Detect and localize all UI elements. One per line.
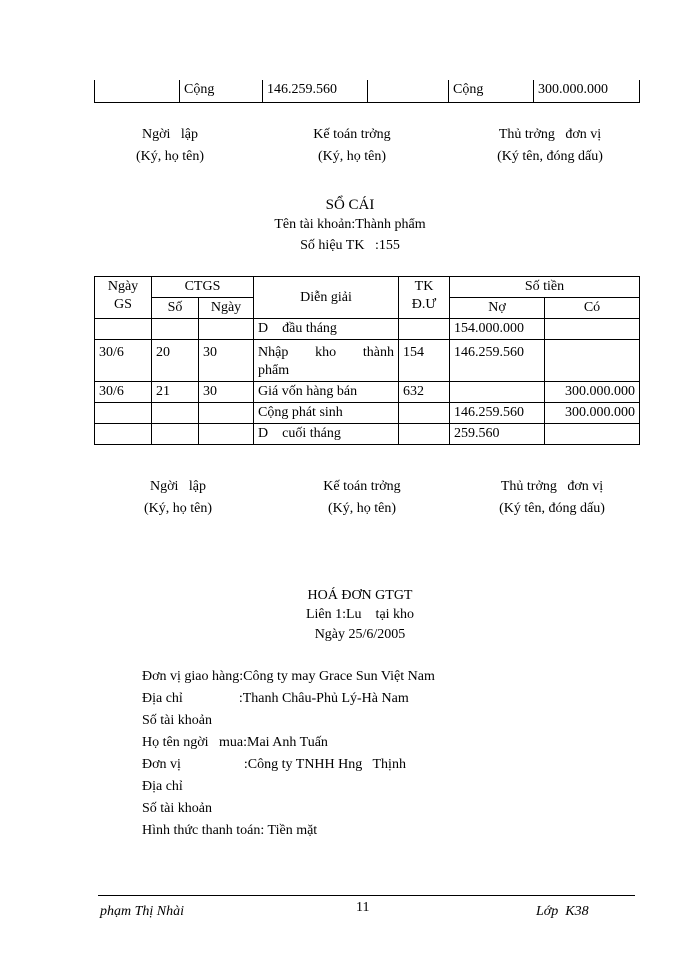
signature-note: (Ký, họ tên)	[327, 501, 397, 516]
table-row	[95, 340, 640, 382]
invoice-title: HOÁ ĐƠN GTGT	[307, 588, 413, 603]
cell-desc: Nhập kho thành phẩm	[254, 340, 399, 382]
header-ngay-gs	[95, 277, 152, 319]
table-header-row	[95, 277, 640, 298]
cell-co	[545, 340, 640, 382]
header-text: Ngày	[107, 279, 139, 294]
signature-note: (Ký tên, đóng dấu)	[497, 149, 603, 164]
header-ctgs: CTGS	[152, 277, 254, 298]
cell-ngay	[199, 403, 254, 424]
cell-ngay	[199, 319, 254, 340]
table-row	[95, 319, 640, 340]
cell-tk: 632	[399, 382, 450, 403]
cell-tk: 154	[399, 340, 450, 382]
cell-so: 20	[152, 340, 199, 382]
cell-so: 21	[152, 382, 199, 403]
table-row	[95, 382, 640, 403]
cell-no: 154.000.000	[450, 319, 545, 340]
cell-no	[450, 382, 545, 403]
table-row	[95, 80, 640, 102]
table-row	[95, 424, 640, 445]
cell-so	[152, 424, 199, 445]
cell-desc: Giá vốn hàng bán	[254, 382, 399, 403]
signature-note: (Ký, họ tên)	[143, 501, 213, 516]
table-cell	[368, 80, 449, 102]
signature-director	[472, 476, 632, 520]
header-so: Số	[152, 298, 199, 319]
header-ngay: Ngày	[199, 298, 254, 319]
header-text: Đ.Ư	[411, 297, 437, 312]
footer-class: Lớp K38	[536, 904, 589, 919]
cell-no: 146.259.560	[450, 340, 545, 382]
invoice-field: Số tài khoản	[142, 801, 212, 816]
cell-co	[545, 424, 640, 445]
signature-role: Kế toán trởng	[313, 127, 391, 142]
cell-gs	[95, 403, 152, 424]
cell-no: 259.560	[450, 424, 545, 445]
footer-divider	[98, 895, 635, 896]
ledger-account-name: Tên tài khoản:Thành phẩm	[274, 217, 426, 232]
signature-role: Ngời lập	[141, 127, 198, 142]
cell-co: 300.000.000	[545, 382, 640, 403]
signature-note: (Ký, họ tên)	[317, 149, 387, 164]
table-cell	[95, 80, 180, 102]
top-table	[94, 80, 640, 103]
signature-role: Thủ trởng đơn vị	[500, 479, 604, 494]
header-tk-du	[399, 277, 450, 319]
cell-gs	[95, 319, 152, 340]
cell-desc: D đầu tháng	[254, 319, 399, 340]
table-cell: 146.259.560	[263, 80, 368, 102]
invoice-field: Địa chỉ	[142, 779, 183, 794]
signature-preparer	[110, 124, 230, 168]
invoice-field: Họ tên ngời mua:Mai Anh Tuấn	[142, 735, 328, 750]
cell-so	[152, 403, 199, 424]
table-row	[95, 403, 640, 424]
invoice-field: Đơn vị giao hàng:Công ty may Grace Sun Việt Nam	[142, 669, 435, 684]
invoice-field: Địa chỉ :Thanh Châu-Phủ Lý-Hà Nam	[142, 691, 409, 706]
cell-desc: D cuối tháng	[254, 424, 399, 445]
cell-ngay: 30	[199, 340, 254, 382]
cell-tk	[399, 424, 450, 445]
cell-gs: 30/6	[95, 340, 152, 382]
signature-note: (Ký tên, đóng dấu)	[499, 501, 605, 516]
cell-no: 146.259.560	[450, 403, 545, 424]
table-cell: Cộng	[449, 80, 534, 102]
cell-gs: 30/6	[95, 382, 152, 403]
header-no: Nợ	[450, 298, 545, 319]
footer-page-number: 11	[356, 900, 370, 915]
ledger-table	[94, 276, 640, 445]
cell-co	[545, 319, 640, 340]
cell-desc: Cộng phát sinh	[254, 403, 399, 424]
header-dien-giai: Diễn giải	[254, 277, 399, 319]
table-cell: 300.000.000	[534, 80, 640, 102]
header-so-tien: Số tiền	[450, 277, 640, 298]
signature-chief-accountant	[282, 124, 422, 168]
cell-co: 300.000.000	[545, 403, 640, 424]
invoice-field: Đơn vị :Công ty TNHH Hng Thịnh	[142, 757, 406, 772]
cell-so	[152, 319, 199, 340]
signature-role: Kế toán trởng	[323, 479, 401, 494]
signature-role: Ngời lập	[149, 479, 206, 494]
cell-gs	[95, 424, 152, 445]
ledger-title: SỔ CÁI	[325, 197, 375, 213]
header-text: GS	[114, 297, 132, 312]
invoice-field: Hình thức thanh toán: Tiền mặt	[142, 823, 318, 838]
cell-ngay: 30	[199, 382, 254, 403]
header-text: TK	[414, 279, 434, 294]
footer-author: phạm Thị Nhài	[100, 904, 185, 919]
cell-tk	[399, 319, 450, 340]
table-cell: Cộng	[180, 80, 263, 102]
cell-ngay	[199, 424, 254, 445]
signature-note: (Ký, họ tên)	[135, 149, 205, 164]
signature-role: Thủ trởng đơn vị	[498, 127, 602, 142]
header-co: Có	[545, 298, 640, 319]
cell-tk	[399, 403, 450, 424]
invoice-copy: Liên 1:Lu tại kho	[305, 607, 415, 622]
invoice-date: Ngày 25/6/2005	[314, 627, 406, 642]
signature-chief-accountant	[292, 476, 432, 520]
ledger-account-number: Số hiệu TK :155	[300, 238, 400, 253]
signature-director	[470, 124, 630, 168]
signature-preparer	[118, 476, 238, 520]
invoice-field: Số tài khoản	[142, 713, 212, 728]
